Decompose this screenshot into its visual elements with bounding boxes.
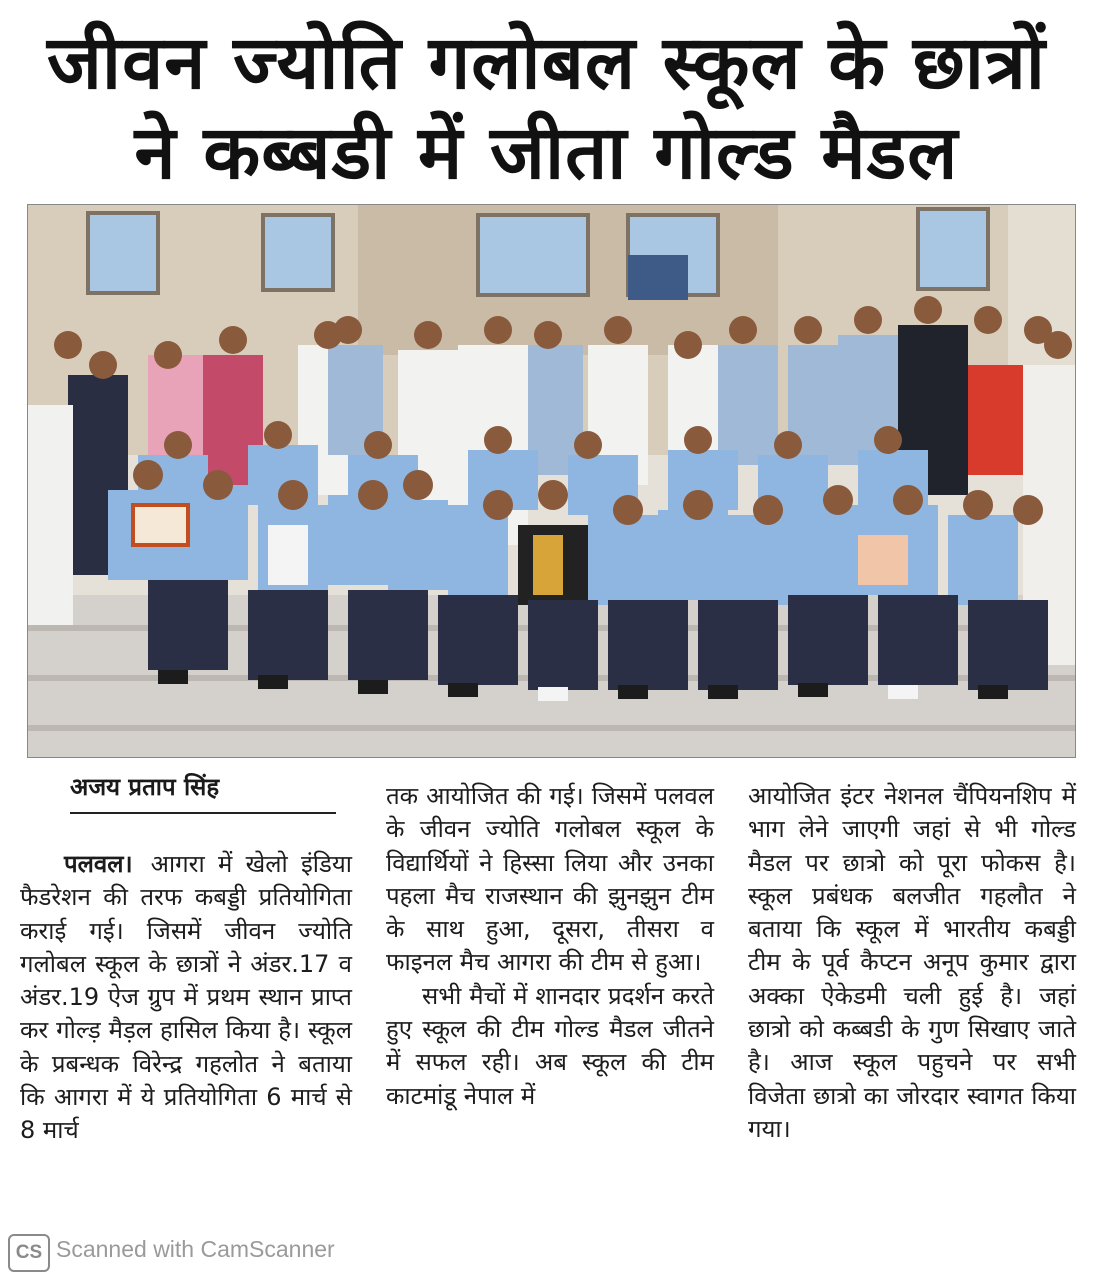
dateline: पलवल। bbox=[64, 850, 133, 878]
article-column-2 bbox=[386, 780, 714, 1113]
column-3-text: आयोजित इंटर नेशनल चैंपियनशिप में भाग लेने जाएगी जहां से भी गोल्ड मैडल पर छात्रो को पूरा फोकस है। स्कूल प्रबंधक बलजीत गहलौत ने बताया कि स्कूल में भारतीय कबड्डी टीम के पूर्व कैप्टन अनूप कुमार द्वारा अक्का ऐकेडमी चली हुई है। जहां छात्रो को कब्बडी के गुण सिखाए जाते है। आज स्कूल पहुचने पर सभी विजेता छात्रो का जोरदार स्वागत किया गया। bbox=[748, 782, 1076, 1143]
article-column-3 bbox=[748, 780, 1076, 1146]
byline-divider bbox=[70, 812, 336, 814]
camscanner-watermark: Scanned with CamScanner bbox=[56, 1236, 335, 1262]
group-photo-image bbox=[28, 205, 1075, 757]
headline bbox=[20, 18, 1073, 198]
headline-line-2: ने कब्बडी में जीता गोल्ड मैडल bbox=[134, 110, 959, 196]
article-column-1 bbox=[20, 848, 352, 1148]
column-2-paragraph-1: तक आयोजित की गई। जिसमें पलवल के जीवन ज्योति गलोबल स्कूल के विद्यार्थियों ने हिस्सा लिया और उनका पहला मैच राजस्थान की झुनझुन टीम के साथ हुआ, दूसरा, तीसरा व फाइनल मैच आगरा की टीम से हुआ। bbox=[386, 782, 714, 977]
column-1-text: आगरा में खेलो इंडिया फैडरेशन की तरफ कबड्डी प्रतियोगिता कराई गई। जिसमें जीवन ज्योति गलोबल स्कूल के छात्रों ने अंडर.17 व अंडर.19 ऐज ग्रुप में प्रथम स्थान प्राप्त कर गोल्ड़ मैड़ल हासिल किया है। स्कूल के प्रबन्धक विरेन्द्र गहलोत ने बताया कि आगरा में ये प्रतियोगिता 6 मार्च से 8 मार्च bbox=[20, 850, 352, 1145]
camscanner-logo-icon: CS bbox=[8, 1234, 50, 1272]
headline-line-1: जीवन ज्योति गलोबल स्कूल के छात्रों bbox=[47, 20, 1046, 106]
byline: अजय प्रताप सिंह bbox=[70, 773, 220, 801]
group-photo bbox=[27, 204, 1076, 758]
column-2-paragraph-2: सभी मैचों में शानदार प्रदर्शन करते हुए स्कूल की टीम गोल्ड मैडल जीतने में सफल रही। अब स्कूल की टीम काटमांडू नेपाल में bbox=[386, 981, 714, 1110]
